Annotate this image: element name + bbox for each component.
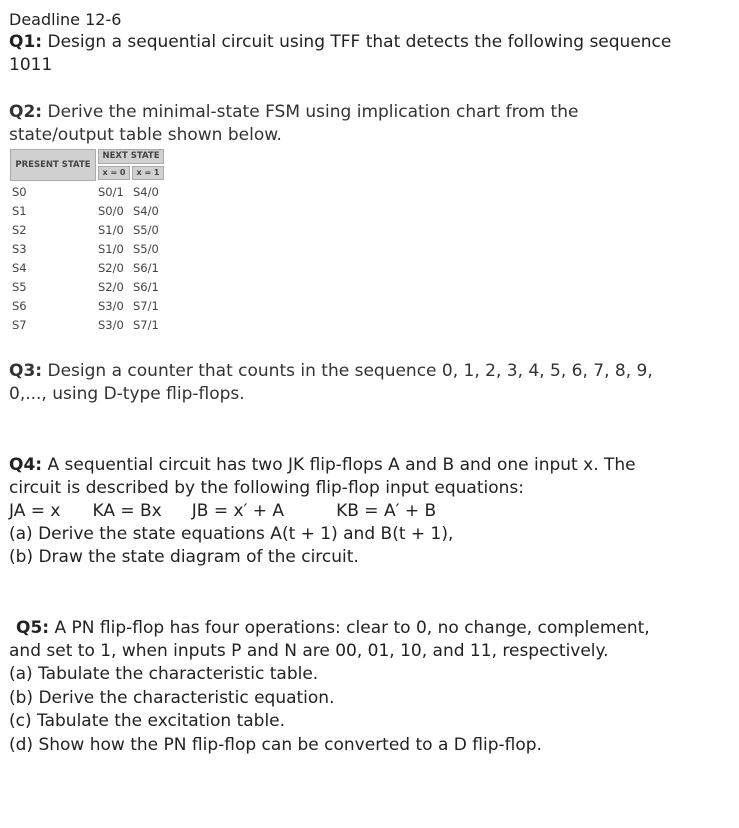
next-state-x1-cell: S4/0 — [133, 185, 159, 199]
next-state-x1-cell: S7/1 — [133, 299, 159, 313]
eq-kb: KB = A′ + B — [336, 501, 437, 521]
next-state-x1-cell: S4/0 — [133, 204, 159, 218]
q4-part-b: (b) Draw the state diagram of the circuit. — [9, 547, 359, 567]
table-row — [10, 318, 170, 336]
q3-line-2: 0,..., using D-type flip-flops. — [9, 384, 245, 404]
table-row — [10, 223, 170, 241]
x0-header: x = 0 — [98, 166, 130, 180]
q3-line-1 — [9, 360, 653, 383]
q3-text: Design a counter that counts in the sequence 0, 1, 2, 3, 4, 5, 6, 7, 8, 9, — [42, 361, 653, 381]
q1-line-1 — [9, 31, 671, 54]
q4-line-2: circuit is described by the following flip-flop input equations: — [9, 478, 524, 498]
q5-text: A PN flip-flop has four operations: clear to 0, no change, complement, — [49, 618, 650, 638]
q4-text: A sequential circuit has two JK flip-flops A and B and one input x. The — [42, 455, 636, 475]
present-state-cell: S7 — [12, 318, 27, 332]
table-row — [10, 261, 170, 279]
q5-part-d: (d) Show how the PN flip-flop can be converted to a D flip-flop. — [9, 735, 542, 755]
present-state-cell: S2 — [12, 223, 27, 237]
q1-label: Q1: — [9, 32, 43, 52]
present-state-cell: S1 — [12, 204, 27, 218]
q1-line-2: 1011 — [9, 55, 53, 75]
table-row — [10, 204, 170, 222]
q1-text: Design a sequential circuit using TFF that detects the following sequence — [42, 32, 672, 52]
q2-line-1 — [9, 101, 578, 124]
present-state-cell: S3 — [12, 242, 27, 256]
present-state-cell: S6 — [12, 299, 27, 313]
next-state-x0-cell: S2/0 — [98, 280, 124, 294]
table-row — [10, 280, 170, 298]
eq-jb: JB = x′ + A — [191, 501, 285, 521]
present-state-header: PRESENT STATE — [10, 149, 96, 181]
next-state-x0-cell: S3/0 — [98, 299, 124, 313]
next-state-x0-cell: S0/1 — [98, 185, 124, 199]
next-state-x1-cell: S6/1 — [133, 261, 159, 275]
next-state-x0-cell: S0/0 — [98, 204, 124, 218]
eq-ja: JA = x — [9, 501, 61, 521]
table-row — [10, 185, 170, 203]
next-state-x1-cell: S5/0 — [133, 242, 159, 256]
q4-equations — [9, 500, 436, 523]
q5-part-b: (b) Derive the characteristic equation. — [9, 688, 335, 708]
q3-label: Q3: — [9, 361, 43, 381]
next-state-header: NEXT STATE — [98, 149, 164, 164]
q2-line-2: state/output table shown below. — [9, 125, 282, 145]
next-state-x0-cell: S2/0 — [98, 261, 124, 275]
q5-line-2: and set to 1, when inputs P and N are 00, 01, 10, and 11, respectively. — [9, 641, 609, 661]
q5-label: Q5: — [16, 618, 50, 638]
present-state-cell: S4 — [12, 261, 27, 275]
q4-part-a: (a) Derive the state equations A(t + 1) and B(t + 1), — [9, 524, 454, 544]
eq-ka: KA = Bx — [92, 501, 162, 521]
next-state-x0-cell: S1/0 — [98, 223, 124, 237]
q4-line-1 — [9, 454, 636, 477]
table-row — [10, 299, 170, 317]
x1-header: x = 1 — [132, 166, 164, 180]
present-state-cell: S0 — [12, 185, 27, 199]
next-state-x1-cell: S6/1 — [133, 280, 159, 294]
next-state-x0-cell: S3/0 — [98, 318, 124, 332]
q5-line-1 — [16, 617, 650, 640]
next-state-x1-cell: S5/0 — [133, 223, 159, 237]
q2-text: Derive the minimal-state FSM using implication chart from the — [42, 102, 579, 122]
deadline-text: Deadline 12-6 — [9, 10, 122, 29]
q5-part-c: (c) Tabulate the excitation table. — [9, 711, 286, 731]
q5-part-a: (a) Tabulate the characteristic table. — [9, 664, 319, 684]
table-row — [10, 242, 170, 260]
next-state-x0-cell: S1/0 — [98, 242, 124, 256]
next-state-x1-cell: S7/1 — [133, 318, 159, 332]
q4-label: Q4: — [9, 455, 43, 475]
q2-label: Q2: — [9, 102, 43, 122]
present-state-cell: S5 — [12, 280, 27, 294]
